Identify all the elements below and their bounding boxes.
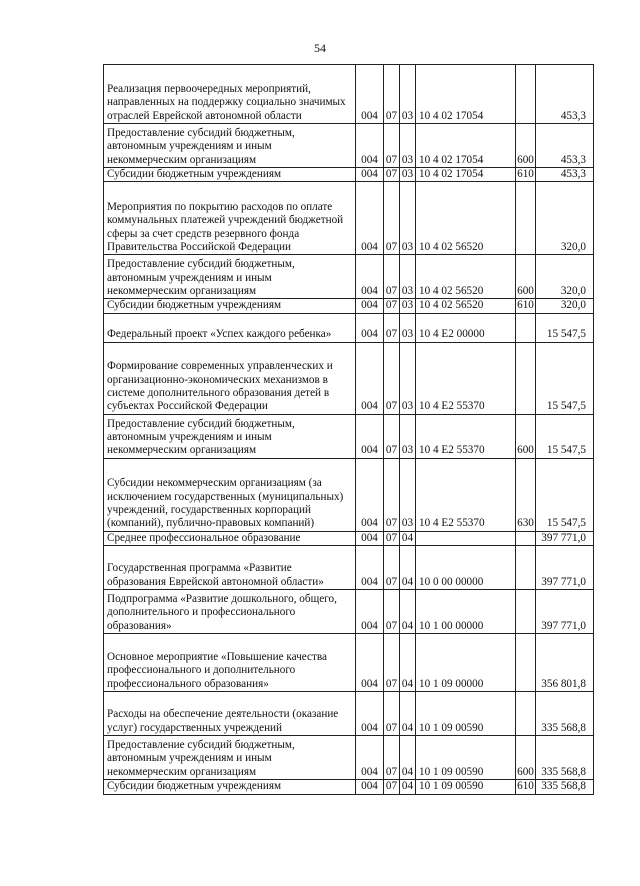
section-code: 07	[384, 124, 400, 168]
section-code: 07	[384, 414, 400, 458]
ministry-code: 004	[356, 255, 384, 299]
page-number: 54	[314, 41, 326, 55]
amount: 335 568,8	[536, 780, 594, 794]
subsection-code: 03	[400, 124, 416, 168]
expense-type-code	[516, 546, 536, 590]
ministry-code: 004	[356, 182, 384, 255]
ministry-code: 004	[356, 458, 384, 531]
target-article-code: 10 4 E2 55370	[416, 414, 516, 458]
amount: 320,0	[536, 255, 594, 299]
table-row	[104, 313, 594, 342]
ministry-code: 004	[356, 634, 384, 692]
target-article-code: 10 1 09 00590	[416, 780, 516, 794]
expense-type-code	[516, 65, 536, 124]
amount: 356 801,8	[536, 634, 594, 692]
section-code: 07	[384, 780, 400, 794]
section-code: 07	[384, 65, 400, 124]
section-code: 07	[384, 168, 400, 182]
table-row	[104, 65, 594, 124]
ministry-code: 004	[356, 590, 384, 634]
item-name: Мероприятия по покрытию расходов по оплате коммунальных платежей учреждений бюджетной сферы за счет средств резервного фонда Правительства Российской Федерации	[104, 182, 356, 255]
section-code: 07	[384, 546, 400, 590]
section-code: 07	[384, 692, 400, 736]
section-code: 07	[384, 458, 400, 531]
table-row	[104, 255, 594, 299]
subsection-code: 04	[400, 590, 416, 634]
ministry-code: 004	[356, 299, 384, 313]
target-article-code: 10 1 00 00000	[416, 590, 516, 634]
table-row	[104, 736, 594, 780]
ministry-code: 004	[356, 531, 384, 545]
table-row	[104, 692, 594, 736]
ministry-code: 004	[356, 692, 384, 736]
item-name: Реализация первоочередных мероприятий, направленных на поддержку социально значимых отраслей Еврейской автономной области	[104, 65, 356, 124]
target-article-code	[416, 531, 516, 545]
expense-type-code	[516, 590, 536, 634]
subsection-code: 03	[400, 342, 416, 414]
amount: 15 547,5	[536, 342, 594, 414]
section-code: 07	[384, 590, 400, 634]
ministry-code: 004	[356, 414, 384, 458]
table-row	[104, 414, 594, 458]
expense-type-code	[516, 342, 536, 414]
ministry-code: 004	[356, 168, 384, 182]
target-article-code: 10 1 09 00590	[416, 736, 516, 780]
item-name: Предоставление субсидий бюджетным, автономным учреждениям и иным некоммерческим организациям	[104, 124, 356, 168]
expense-type-code: 600	[516, 414, 536, 458]
target-article-code: 10 4 02 17054	[416, 65, 516, 124]
expense-type-code	[516, 531, 536, 545]
target-article-code: 10 4 E2 55370	[416, 458, 516, 531]
target-article-code: 10 4 02 17054	[416, 124, 516, 168]
expense-type-code: 600	[516, 736, 536, 780]
section-code: 07	[384, 531, 400, 545]
item-name: Предоставление субсидий бюджетным, автономным учреждениям и иным некоммерческим организациям	[104, 736, 356, 780]
table-row	[104, 182, 594, 255]
table-row	[104, 124, 594, 168]
target-article-code: 10 4 E2 55370	[416, 342, 516, 414]
section-code: 07	[384, 182, 400, 255]
target-article-code: 10 1 09 00590	[416, 692, 516, 736]
subsection-code: 04	[400, 531, 416, 545]
section-code: 07	[384, 342, 400, 414]
table-row	[104, 780, 594, 794]
subsection-code: 04	[400, 780, 416, 794]
ministry-code: 004	[356, 736, 384, 780]
section-code: 07	[384, 634, 400, 692]
amount: 397 771,0	[536, 546, 594, 590]
subsection-code: 04	[400, 692, 416, 736]
subsection-code: 04	[400, 634, 416, 692]
ministry-code: 004	[356, 342, 384, 414]
table-row	[104, 342, 594, 414]
amount: 15 547,5	[536, 313, 594, 342]
item-name: Подпрограмма «Развитие дошкольного, общего, дополнительного и профессионального образования»	[104, 590, 356, 634]
item-name: Федеральный проект «Успех каждого ребенка»	[104, 313, 356, 342]
expense-type-code: 610	[517, 780, 534, 793]
expense-type-code: 630	[516, 458, 536, 531]
expense-type-code	[516, 313, 536, 342]
target-article-code: 10 4 02 56520	[416, 299, 516, 313]
subsection-code: 04	[400, 546, 416, 590]
subsection-code: 03	[400, 255, 416, 299]
target-article-code: 10 0 00 00000	[416, 546, 516, 590]
item-name: Субсидии некоммерческим организациям (за исключением государственных (муниципальных) учреждений, государственных корпораций (компаний), публично-правовых компаний)	[104, 458, 356, 531]
section-code: 07	[384, 736, 400, 780]
section-code: 07	[384, 255, 400, 299]
item-name: Формирование современных управленческих и организационно-экономических механизмов в системе дополнительного образования детей в субъектах Российской Федерации	[104, 342, 356, 414]
expense-type-code	[516, 634, 536, 692]
item-name: Предоставление субсидий бюджетным, автономным учреждениям и иным некоммерческим организациям	[104, 414, 356, 458]
amount: 15 547,5	[536, 458, 594, 531]
table-row	[104, 634, 594, 692]
target-article-code: 10 4 02 56520	[416, 182, 516, 255]
item-name: Государственная программа «Развитие образования Еврейской автономной области»	[104, 546, 356, 590]
target-article-code: 10 1 09 00000	[416, 634, 516, 692]
subsection-code: 03	[400, 168, 416, 182]
ministry-code: 004	[356, 65, 384, 124]
amount: 397 771,0	[536, 590, 594, 634]
ministry-code: 004	[356, 780, 384, 794]
expense-type-code: 600	[516, 124, 536, 168]
ministry-code: 004	[356, 124, 384, 168]
expense-type-code	[516, 692, 536, 736]
amount: 397 771,0	[536, 531, 594, 545]
subsection-code: 03	[400, 65, 416, 124]
budget-table	[103, 64, 594, 795]
amount: 320,0	[536, 299, 594, 313]
amount: 335 568,8	[536, 736, 594, 780]
expense-type-code: 610	[517, 299, 534, 312]
expense-type-code	[516, 182, 536, 255]
section-code: 07	[384, 299, 400, 313]
item-name: Расходы на обеспечение деятельности (оказание услуг) государственных учреждений	[104, 692, 356, 736]
target-article-code: 10 4 02 56520	[416, 255, 516, 299]
subsection-code: 04	[400, 736, 416, 780]
item-name: Предоставление субсидий бюджетным, автономным учреждениям и иным некоммерческим организациям	[104, 255, 356, 299]
section-code: 07	[384, 313, 400, 342]
table-row	[104, 590, 594, 634]
table-row	[104, 168, 594, 182]
item-name: Основное мероприятие «Повышение качества профессионального и дополнительного профессионального образования»	[104, 634, 356, 692]
expense-type-code: 600	[516, 255, 536, 299]
expense-type-code: 610	[517, 168, 534, 180]
table-row	[104, 531, 594, 545]
ministry-code: 004	[356, 313, 384, 342]
amount: 320,0	[536, 182, 594, 255]
amount: 453,3	[536, 168, 594, 182]
subsection-code: 03	[400, 182, 416, 255]
subsection-code: 03	[400, 458, 416, 531]
target-article-code: 10 4 02 17054	[416, 168, 516, 182]
ministry-code: 004	[356, 546, 384, 590]
table-row	[104, 299, 594, 313]
item-name: Субсидии бюджетным учреждениям	[104, 299, 356, 313]
amount: 453,3	[536, 124, 594, 168]
item-name: Субсидии бюджетным учреждениям	[104, 168, 356, 182]
amount: 335 568,8	[536, 692, 594, 736]
amount: 15 547,5	[536, 414, 594, 458]
subsection-code: 03	[400, 299, 416, 313]
amount: 453,3	[536, 65, 594, 124]
item-name: Среднее профессиональное образование	[104, 531, 356, 545]
subsection-code: 03	[400, 313, 416, 342]
subsection-code: 03	[400, 414, 416, 458]
target-article-code: 10 4 E2 00000	[416, 313, 516, 342]
table-row	[104, 546, 594, 590]
table-row	[104, 458, 594, 531]
item-name: Субсидии бюджетным учреждениям	[104, 780, 356, 794]
